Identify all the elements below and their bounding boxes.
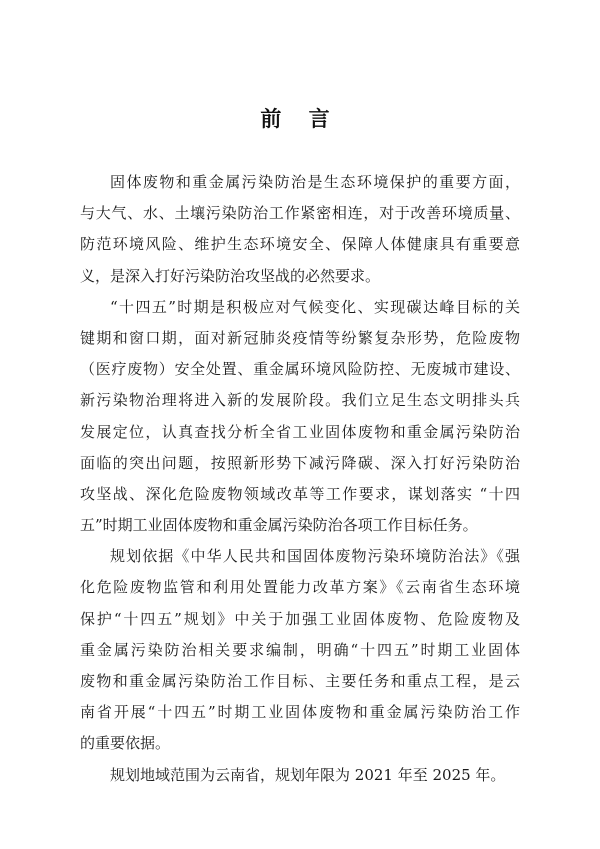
paragraph-line: 化危险废物监管和利用处置能力改革方案》《云南省生态环境 <box>80 578 520 597</box>
paragraph-3 <box>80 541 520 759</box>
paragraph-line: 义，是深入打好污染防治攻坚战的必然要求。 <box>80 266 381 285</box>
paragraph-line: 南省开展“十四五”时期工业固体废物和重金属污染防治工作 <box>80 703 520 722</box>
paragraph-line: 攻坚战、深化危险废物领域改革等工作要求，谋划落实 “十四 <box>80 484 520 503</box>
paragraph-line: 固体废物和重金属污染防治是生态环境保护的重要方面， <box>110 173 520 191</box>
page-title: 前 言 <box>260 107 340 131</box>
paragraph-line: 防范环境风险、维护生态环境安全、保障人体健康具有重要意 <box>80 235 520 254</box>
paragraph-1 <box>80 167 520 292</box>
paragraph-line: （医疗废物）安全处置、重金属环境风险防控、无废城市建设、 <box>80 360 520 379</box>
paragraph-line: 重金属污染防治相关要求编制，明确“十四五”时期工业固体 <box>80 640 520 659</box>
paragraph-4 <box>80 760 520 791</box>
paragraph-line: 键期和窗口期，面对新冠肺炎疫情等纷繁复杂形势，危险废物 <box>80 328 520 347</box>
paragraph-line: 五”时期工业固体废物和重金属污染防治各项工作目标任务。 <box>80 516 478 535</box>
paragraph-line: 规划地域范围为云南省，规划年限为 2021 年至 2025 年。 <box>110 765 506 784</box>
paragraph-line: 保护“十四五”规划》中关于加强工业固体废物、危险废物及 <box>80 609 520 628</box>
paragraph-line: 的重要依据。 <box>80 734 171 753</box>
paragraph-line: 面临的突出问题，按照新形势下减污降碳、深入打好污染防治 <box>80 453 520 472</box>
paragraph-line: 规划依据《中华人民共和国固体废物污染环境防治法》《强 <box>110 547 520 566</box>
paragraph-line: 新污染物治理将进入新的发展阶段。我们立足生态文明排头兵 <box>80 391 520 410</box>
paragraph-line: 发展定位，认真查找分析全省工业固体废物和重金属污染防治 <box>80 422 520 441</box>
paragraph-line: 废物和重金属污染防治工作目标、主要任务和重点工程，是云 <box>80 672 520 690</box>
paragraph-line: “十四五”时期是积极应对气候变化、实现碳达峰目标的关 <box>110 297 520 316</box>
paragraph-line: 与大气、水、土壤污染防治工作紧密相连，对于改善环境质量、 <box>80 204 520 223</box>
preface-body <box>80 167 520 791</box>
paragraph-2 <box>80 292 520 542</box>
